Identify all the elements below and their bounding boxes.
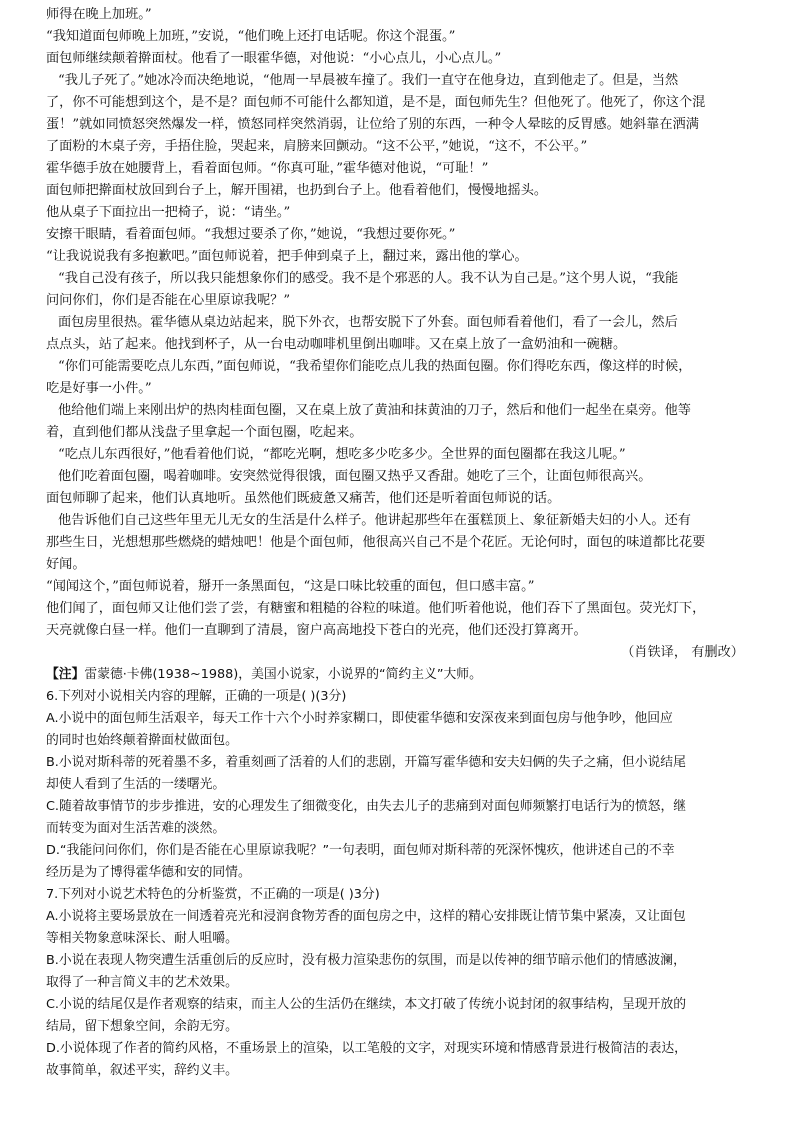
story-line: “我儿子死了。”她冰冷而决绝地说，“他周一早晨被车撞了。我们一直守在他身边，直到他走了。但是，当然 bbox=[58, 73, 679, 88]
story-line: “让我说说我有多抱歉吧。”面包师说着，把手伸到桌子上，翻过来，露出他的掌心。 bbox=[46, 249, 528, 264]
story-line: “吃点儿东西很好，”他看着他们说，“都吃光啊，想吃多少吃多少。全世界的面包圈都在我这儿呢。” bbox=[58, 447, 626, 462]
question-6-option: 而转变为面对生活苦难的淡然。 bbox=[46, 821, 226, 836]
note-text: 雷蒙德·卡佛(1938~1988)，美国小说家，小说界的“简约主义”大师。 bbox=[84, 667, 482, 682]
story-line: “我知道面包师晚上加班，”安说，“他们晚上还打电话呢。你这个混蛋。” bbox=[46, 29, 456, 44]
question-6-option: C.随着故事情节的步步推进，安的心理发生了细微变化，由失去儿子的悲痛到对面包师频繁打电话行为的愤怒，继 bbox=[46, 799, 687, 814]
question-6-option: 经历是为了博得霍华德和安的同情。 bbox=[46, 865, 251, 880]
question-7-stem: 7.下列对小说艺术特色的分析鉴赏，不正确的一项是( )3分) bbox=[46, 887, 380, 902]
story-line: 那些生日，光想想那些燃烧的蜡烛吧！他是个面包师，他很高兴自己不是个花匠。无论何时，面包的味道都比花要 bbox=[46, 535, 706, 550]
question-7-option: 等相关物象意味深长、耐人咀嚼。 bbox=[46, 931, 238, 946]
story-line: “你们可能需要吃点儿东西，”面包师说，“我希望你们能吃点儿我的热面包圈。你们得吃东西，像这样的时候， bbox=[58, 359, 692, 374]
story-line: 面包师把擀面杖放回到台子上，解开围裙，也扔到台子上。他看着他们，慢慢地摇头。 bbox=[46, 183, 548, 198]
story-line: 面包房里很热。霍华德从桌边站起来，脱下外衣，也帮安脱下了外套。面包师看着他们，看了一会儿，然后 bbox=[58, 315, 678, 330]
story-line: 了，你不可能想到这个，是不是？面包师不可能什么都知道，是不是，面包师先生？但他死了。他死了，你这个混 bbox=[46, 95, 706, 110]
story-line: 问问你们，你们是否能在心里原谅我呢？” bbox=[46, 293, 291, 308]
story-line: 他们闻了，面包师又让他们尝了尝，有糖蜜和粗糙的谷粒的味道。他们听着他说，他们吞下了黑面包。荧光灯下， bbox=[46, 601, 706, 616]
story-line: 安擦干眼睛，看着面包师。“我想过要杀了你，”她说，“我想过要你死。” bbox=[46, 227, 456, 242]
author-note bbox=[46, 664, 758, 685]
story-line: 他从桌子下面拉出一把椅子，说：“请坐。” bbox=[46, 205, 291, 220]
question-7-option: D.小说体现了作者的简约风格，不重场景上的渲染，以工笔般的文字，对现实环境和情感背景进行极简洁的表达， bbox=[46, 1041, 687, 1056]
story-line: 吃是好事一小件。” bbox=[46, 381, 152, 396]
question-7-option: C.小说的结尾仅是作者观察的结束，而主人公的生活仍在继续，本文打破了传统小说封闭的叙事结构，呈现开放的 bbox=[46, 997, 687, 1012]
story-line: 霍华德手放在她腰背上，看着面包师。“你真可耻，”霍华德对他说，“可耻！” bbox=[46, 161, 489, 176]
question-6-option: D.“我能问问你们，你们是否能在心里原谅我呢？”一句表明，面包师对斯科蒂的死深怀愧疚，他讲述自己的不幸 bbox=[46, 843, 675, 858]
question-6-option: 却使人看到了生活的一缕曙光。 bbox=[46, 777, 226, 792]
story-line: 着，直到他们都从浅盘子里拿起一个面包圈，吃起来。 bbox=[46, 425, 363, 440]
question-7-option: A.小说将主要场景放在一间透着亮光和浸润食物芳香的面包房之中，这样的精心安排既让情节集中紧凑，又让面包 bbox=[46, 909, 686, 924]
question-6-option: 的同时也始终颠着擀面杖做面包。 bbox=[46, 733, 238, 748]
story-line: 他给他们端上来刚出炉的热肉桂面包圈，又在桌上放了黄油和抹黄油的刀子，然后和他们一起坐在桌旁。他等 bbox=[58, 403, 691, 418]
question-7-option: 取得了一种言简义丰的艺术效果。 bbox=[46, 975, 238, 990]
question-7-option: 结局，留下想象空间，余韵无穷。 bbox=[46, 1019, 238, 1034]
question-6-stem: 6.下列对小说相关内容的理解，正确的一项是( )(3分) bbox=[46, 689, 347, 704]
story-line: 师得在晚上加班。” bbox=[46, 7, 152, 22]
story-line: “我自己没有孩子，所以我只能想象你们的感受。我不是个邪恶的人。我不认为自己是。”这个男人说，“我能 bbox=[58, 271, 679, 286]
note-label: 【注】 bbox=[46, 667, 85, 682]
story-line: “闻闻这个，”面包师说着，掰开一条黑面包，“这是口味比较重的面包，但口感丰富。” bbox=[46, 579, 535, 594]
question-6-option: A.小说中的面包师生活艰辛，每天工作十六个小时养家糊口，即使霍华德和安深夜来到面包房与他争吵，他回应 bbox=[46, 711, 673, 726]
question-7-option: B.小说在表现人物突遭生活重创后的反应时，没有极力渲染悲伤的氛围，而是以传神的细节暗示他们的情感波澜， bbox=[46, 953, 686, 968]
story-line: 面包师继续颠着擀面杖。他看了一眼霍华德，对他说：“小心点儿，小心点儿。” bbox=[46, 51, 502, 66]
story-line: 他们吃着面包圈，喝着咖啡。安突然觉得很饿，面包圈又热乎又香甜。她吃了三个，让面包师很高兴。 bbox=[58, 469, 652, 484]
question-7-option: 故事简单，叙述平实，辞约义丰。 bbox=[46, 1063, 238, 1078]
story-line: 点点头，站了起来。他找到杯子，从一台电动咖啡机里倒出咖啡。又在桌上放了一盒奶油和一碗糖。 bbox=[46, 337, 627, 352]
story-line: 面包师聊了起来，他们认真地听。虽然他们既疲惫又痛苦，他们还是听着面包师说的话。 bbox=[46, 491, 561, 506]
story-line: 他告诉他们自己这些年里无儿无女的生活是什么样子。他讲起那些年在蛋糕顶上、象征新婚夫妇的小人。还有 bbox=[58, 513, 691, 528]
question-6-option: B.小说对斯科蒂的死着墨不多，着重刻画了活着的人们的悲剧，开篇写霍华德和安夫妇俩的失子之痛，但小说结尾 bbox=[46, 755, 686, 770]
story-line: 天亮就像白昼一样。他们一直聊到了清晨，窗户高高地投下苍白的光亮，他们还没打算离开。 bbox=[46, 623, 587, 638]
story-line: 好闻。 bbox=[46, 557, 86, 572]
story-line: 了面粉的木桌子旁，手捂住脸，哭起来，肩膀来回颤动。“这不公平，”她说，“这不，不公平。” bbox=[46, 139, 588, 154]
translator-attribution: （肖铁译， 有删改） bbox=[621, 645, 744, 660]
story-line: 蛋！”就如同愤怒突然爆发一样，愤怒同样突然消弱，让位给了别的东西，一种令人晕眩的反胃感。她斜靠在洒满 bbox=[46, 117, 699, 132]
